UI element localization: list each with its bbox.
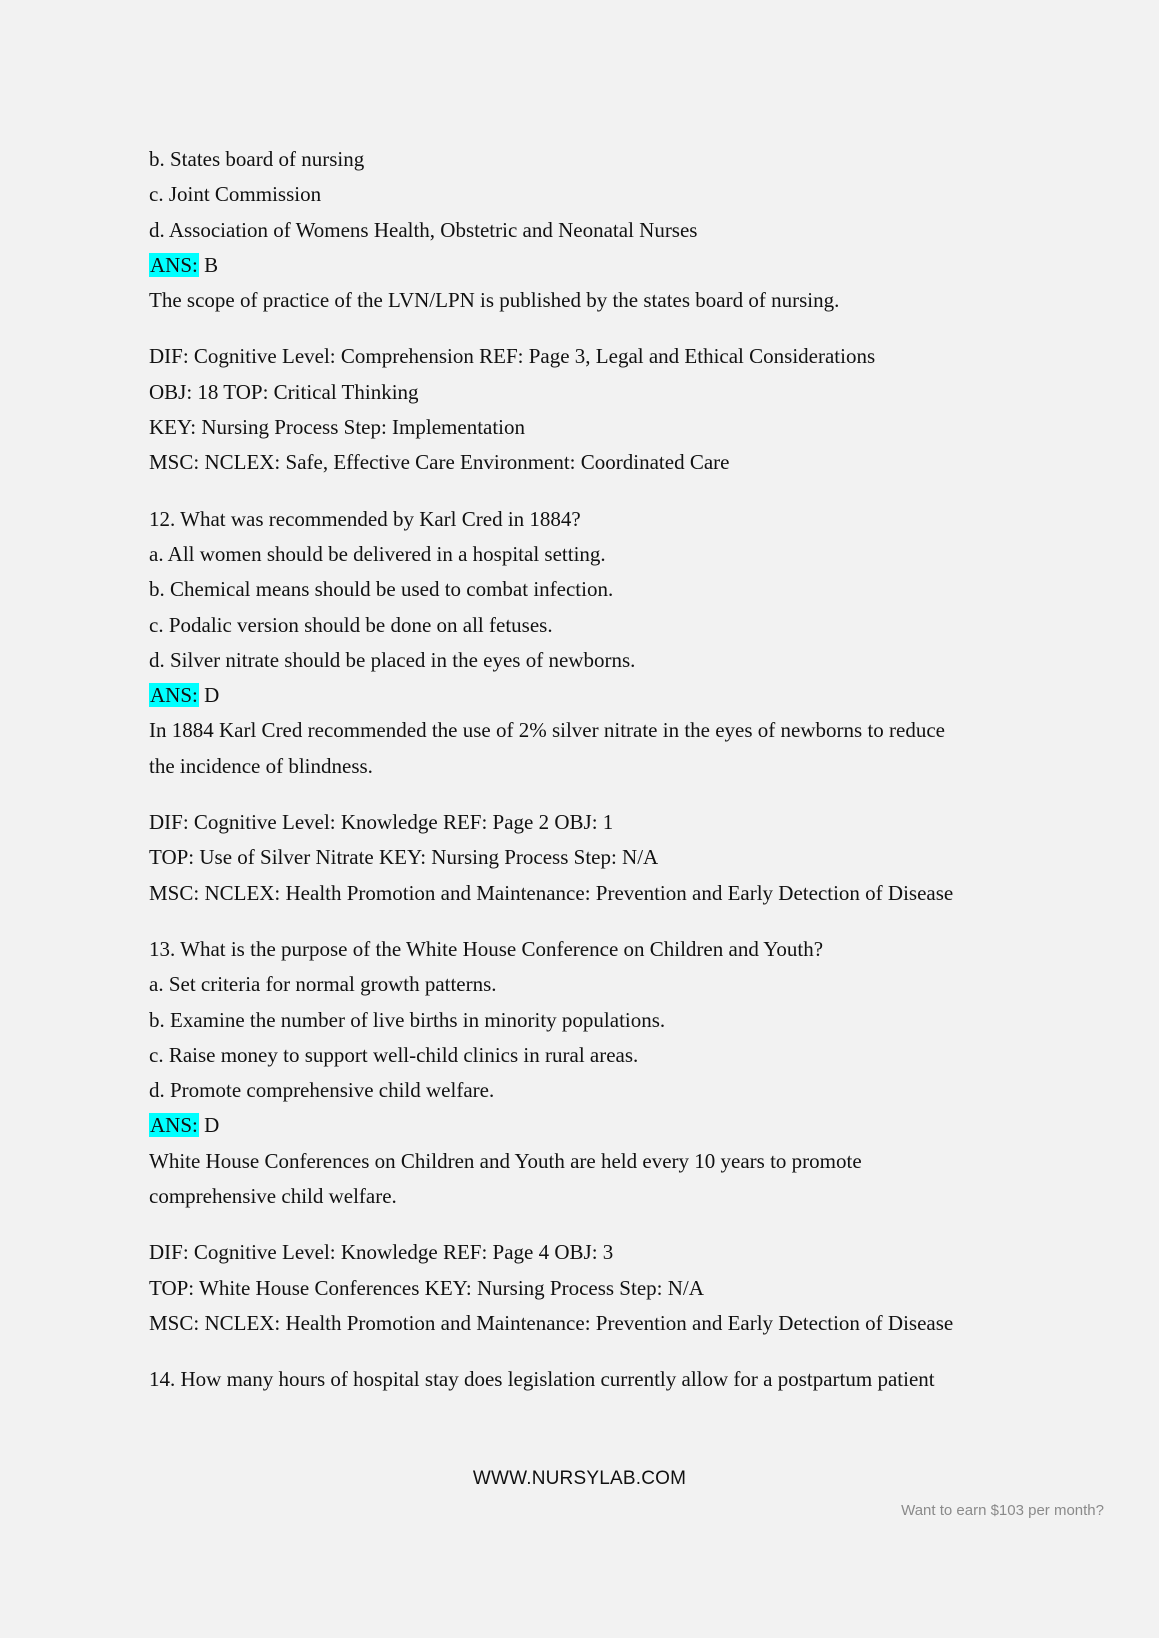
meta-msc: MSC: NCLEX: Safe, Effective Care Environment: Coordinated Care <box>149 450 730 475</box>
option-b: b. Examine the number of live births in minority populations. <box>149 1007 666 1032</box>
option-a: a. All women should be delivered in a hospital setting. <box>149 541 606 566</box>
rationale-line: the incidence of blindness. <box>149 753 373 778</box>
question-13 <box>149 932 1049 1341</box>
option-b: b. Chemical means should be used to combat infection. <box>149 577 614 602</box>
document-page <box>149 142 1049 1398</box>
option-d: d. Association of Womens Health, Obstetric and Neonatal Nurses <box>149 217 698 242</box>
meta-dif: DIF: Cognitive Level: Knowledge REF: Page 2 OBJ: 1 <box>149 810 614 835</box>
option-c: c. Joint Commission <box>149 182 322 207</box>
meta-dif: DIF: Cognitive Level: Comprehension REF: Page 3, Legal and Ethical Considerations <box>149 344 876 369</box>
answer-line <box>149 678 1049 713</box>
option-b: b. States board of nursing <box>149 147 365 171</box>
meta-key: KEY: Nursing Process Step: Implementation <box>149 415 526 440</box>
answer-value: D <box>198 683 220 708</box>
question-text: 13. What is the purpose of the White House Conference on Children and Youth? <box>149 936 824 961</box>
question-text: 12. What was recommended by Karl Cred in 1884? <box>149 506 581 531</box>
meta-msc: MSC: NCLEX: Health Promotion and Maintenance: Prevention and Early Detection of Disease <box>149 1310 954 1335</box>
option-d: d. Promote comprehensive child welfare. <box>149 1078 495 1103</box>
meta-dif: DIF: Cognitive Level: Knowledge REF: Page 4 OBJ: 3 <box>149 1240 614 1265</box>
promo-link[interactable]: Want to earn $103 per month? <box>901 1502 1104 1519</box>
rationale-line: White House Conferences on Children and Youth are held every 10 years to promote <box>149 1148 862 1173</box>
answer-line <box>149 1108 1049 1143</box>
rationale-line: The scope of practice of the LVN/LPN is published by the states board of nursing. <box>149 288 840 313</box>
rationale-line: In 1884 Karl Cred recommended the use of 2% silver nitrate in the eyes of newborns to reduce <box>149 718 945 743</box>
question-12 <box>149 502 1049 911</box>
question-text: 14. How many hours of hospital stay does legislation currently allow for a postpartum patient <box>149 1367 935 1392</box>
answer-label: ANS: <box>150 683 198 708</box>
meta-msc: MSC: NCLEX: Health Promotion and Maintenance: Prevention and Early Detection of Disease <box>149 880 954 905</box>
option-c: c. Raise money to support well-child clinics in rural areas. <box>149 1042 639 1067</box>
question-11-tail <box>149 142 1049 481</box>
question-14 <box>149 1362 1049 1397</box>
meta-top: TOP: Use of Silver Nitrate KEY: Nursing Process Step: N/A <box>149 845 659 870</box>
answer-value: D <box>198 1113 220 1138</box>
option-d: d. Silver nitrate should be placed in the eyes of newborns. <box>149 647 636 672</box>
option-a: a. Set criteria for normal growth patterns. <box>149 972 497 997</box>
answer-label: ANS: <box>150 1113 198 1138</box>
rationale-line: comprehensive child welfare. <box>149 1184 397 1209</box>
meta-obj: OBJ: 18 TOP: Critical Thinking <box>149 379 419 404</box>
option-c: c. Podalic version should be done on all fetuses. <box>149 612 553 637</box>
footer-site-link[interactable]: WWW.NURSYLAB.COM <box>472 1468 687 1489</box>
answer-label: ANS: <box>150 252 198 277</box>
answer-value: B <box>198 252 219 277</box>
meta-top: TOP: White House Conferences KEY: Nursing Process Step: N/A <box>149 1275 704 1300</box>
answer-line <box>149 248 1049 283</box>
